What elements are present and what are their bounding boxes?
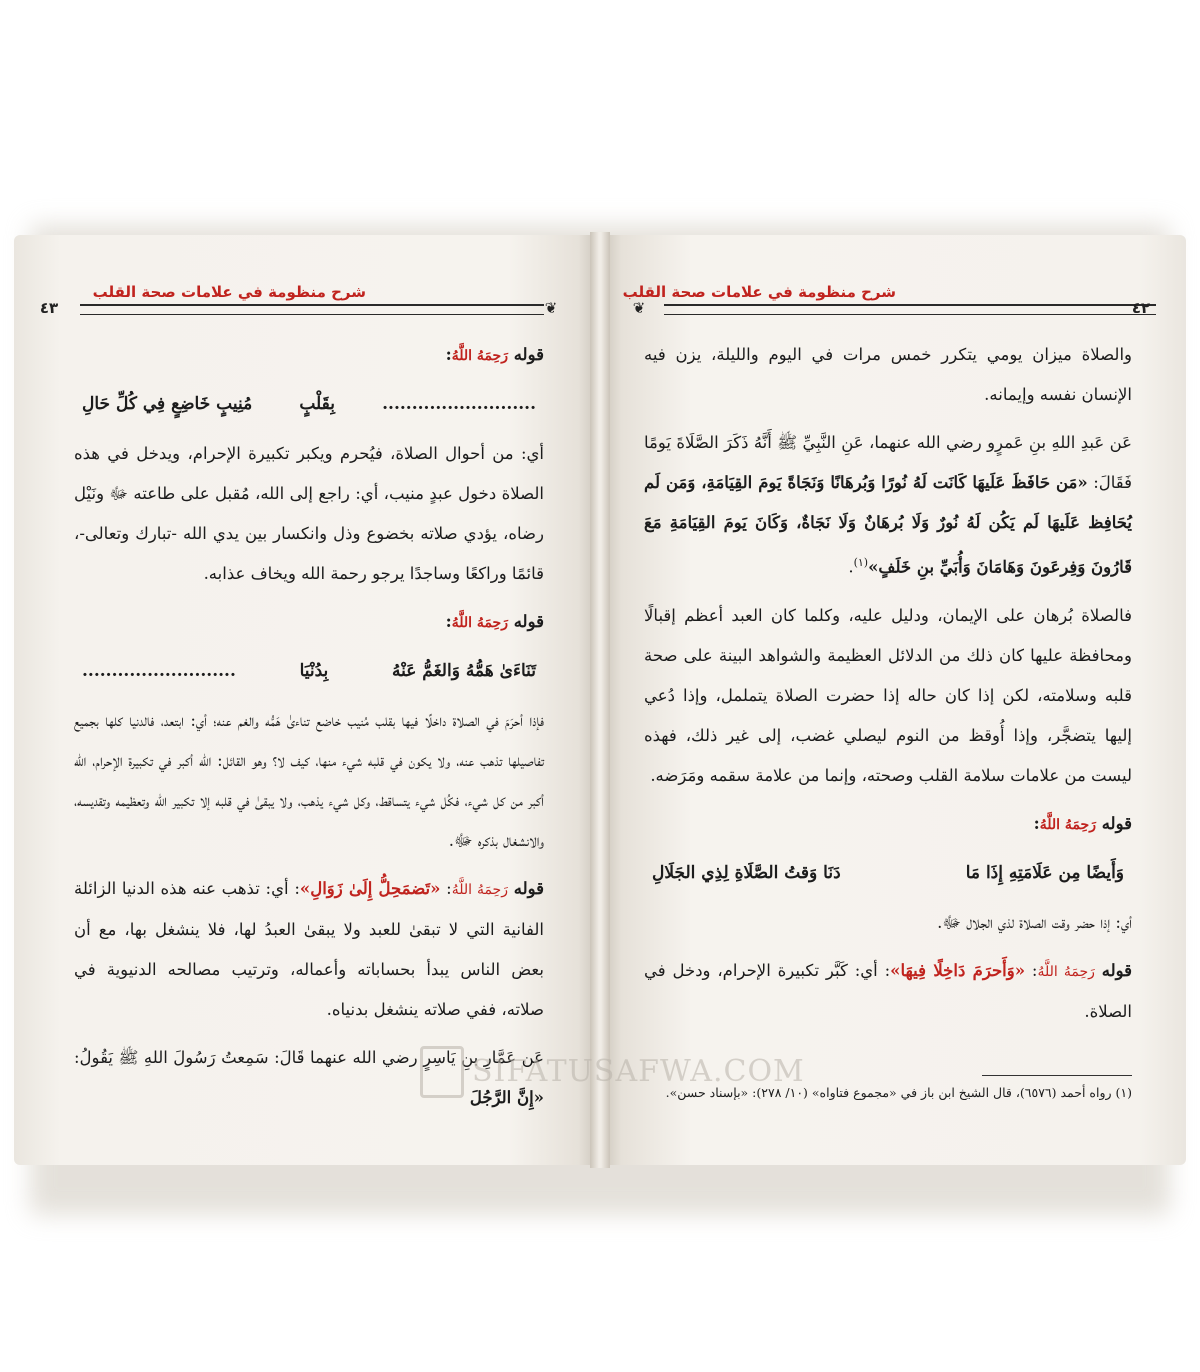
running-header: شرح منظومة في علامات صحة القلب xyxy=(92,283,366,301)
running-header: شرح منظومة في علامات صحة القلب xyxy=(622,283,896,301)
paragraph: عَن عَمَّارِ بنِ يَاسِرٍ رضي الله عنهما قَالَ: سَمِعتُ رَسُولَ اللهِ ﷺ يَقُولُ: «إِنَّ الرَّجُلَ xyxy=(74,1048,544,1107)
qawl-heading: قوله رَحِمَهُ اللَّهُ: xyxy=(445,612,544,631)
header-rule xyxy=(80,304,544,315)
header-rule xyxy=(664,304,1156,315)
qawl-heading: قوله رَحِمَهُ اللَّهُ: xyxy=(445,345,544,364)
ornament-icon: ❦ xyxy=(544,299,558,317)
verse-line: تَنَاءَىٰ هَمُّهُ وَالغَمُّ عَنْهُ بِدُنْيَا .......................... xyxy=(74,651,544,691)
verse-hemistich: بِقَلْبٍ xyxy=(299,394,335,414)
verse-hemistich: وَأَيضًا مِن عَلَامَتِهِ إِذَا مَا xyxy=(965,862,1124,883)
paragraph: قوله رَحِمَهُ اللَّهُ: «تَضمَحِلُّ إِلَىٰ زَوَالِ»: أي: تذهب عنه هذه الدنيا الزائلة الفانية التي لا تبقىٰ للعبد ولا يبقىٰ العبدُ لها، فلا ينشغل بها، مع أن بعض الناس يبدأ بحساباته وأعماله، وترتيب مصالحه الدنيوية في صلاته، ففي صلاته ينشغل بدنياه. xyxy=(74,879,545,1019)
qawl-heading: قوله رَحِمَهُ اللَّهُ: xyxy=(1033,813,1132,833)
verse-hemistich: دَنَا وَقتُ الصَّلَاةِ لِذِي الجَلَالِ xyxy=(652,862,841,883)
verse-hemistich: تَنَاءَىٰ هَمُّهُ وَالغَمُّ عَنْهُ xyxy=(391,661,536,681)
ornament-icon: ❦ xyxy=(632,299,646,317)
paragraph: عَن عَبدِ اللهِ بنِ عَمرٍو رضي الله عنهما، عَنِ النَّبِيِّ ﷺ أَنَّهُ ذَكَرَ الصَّلَاةَ يَومًا فَقَالَ: «مَن حَافَظَ عَلَيهَا كَانَت لَهُ نُورًا وَبُرهَانًا وَنَجَاةً يَومَ القِيَامَةِ، وَمَن لَم يُحَافِظ عَلَيهَا لَم يَكُن لَهُ نُورٌ وَلَا بُرهَانٌ وَلَا نَجَاةٌ، وَكَانَ يَومَ القِيَامَةِ مَعَ قَارُونَ وَفِرعَونَ وَهَامَانَ وَأُبَيِّ بنِ خَلَفٍ»$^{(١)}$. xyxy=(644,433,1132,577)
paragraph: فإذا أحرَمَ في الصلاة داخلًا فيها بقلب مُنيب خاضع تناءىٰ هَمُّه والغم عنه؛ أي: ابتعد، فالدنيا كلها بجميع تفاصيلها تذهب عنه، ولا يكون في قلبه شيء منها، كيف لا؟ وهو القائل: الله أكبر في تكبيرة الإحرام، الله أكبر من كل شيء، فكُل شيء يتساقط، وكل شيء يذهب، ولا يبقىٰ في قلبه إلا تكبير الله وتعظيمه وتقديسه، والانشغال بذكره ﷻ. xyxy=(74,711,544,850)
page-number: ٤٢ xyxy=(1131,299,1151,317)
book-gutter xyxy=(590,232,610,1168)
page-number: ٤٣ xyxy=(39,299,59,317)
right-body xyxy=(644,335,1132,1040)
verse-hemistich: بِدُنْيَا xyxy=(299,661,329,681)
paragraph: أي: إذا حضر وقت الصلاة لذي الجلال ﷻ. xyxy=(937,912,1132,932)
verse-line xyxy=(644,853,1132,893)
page-number-ornament xyxy=(24,297,74,319)
paragraph: فالصلاة بُرهان على الإيمان، ودليل عليه، وكلما كان العبد أعظم إقبالًا ومحافظة عليها كان ذلك من الدلائل العظيمة والشواهد البينة على صحة قلبه وسلامته، لكن إذا كان حاله إذا حضرت الصلاة يتململ، وإذا دُعي إليها يتضجَّر، وإذا أُوقظ من النوم ليصلي غضب، إلى غير ذلك، فهذه ليست من علامات سلامة القلب وصحته، وإنما من علامة سقمه ومَرَضه. xyxy=(644,605,1132,785)
verse-line: .......................... بِقَلْبٍ مُنِيبٍ خَاضِعٍ فِي كُلِّ حَالِ xyxy=(74,384,544,424)
paragraph: أي: من أحوال الصلاة، فيُحرم ويكبر تكبيرة الإحرام، ويدخل في هذه الصلاة دخول عبدٍ منيب، أي: راجع إلى الله، مُقبل على طاعته ﷻ ونَيْل رضاه، يؤدي صلاته بخضوع وذل وانكسار بين يدي الله -تبارك وتعالى-، قائمًا وراكعًا وساجدًا يرجو رحمة الله ويخاف عذابه. xyxy=(74,444,544,583)
hadith-quote: «مَن حَافَظَ عَلَيهَا كَانَت لَهُ نُورًا وَبُرهَانًا وَنَجَاةً يَومَ القِيَامَةِ، وَمَن لَم يُحَافِظ عَلَيهَا لَم يَكُن لَهُ نُورٌ وَلَا بُرهَانٌ وَلَا نَجَاةٌ، وَكَانَ يَومَ القِيَامَةِ مَعَ قَارُونَ وَفِرعَونَ وَهَامَانَ وَأُبَيِّ بنِ خَلَفٍ» xyxy=(644,473,1132,577)
left-page xyxy=(14,235,596,1165)
rahimahu-mark: رَحِمَهُ اللَّهُ xyxy=(451,348,508,364)
right-page xyxy=(604,235,1186,1165)
paragraph: والصلاة ميزان يومي يتكرر خمس مرات في اليوم والليلة، يزن فيه الإنسان نفسه وإيمانه. xyxy=(644,345,1132,404)
verse-hemistich: مُنِيبٍ خَاضِعٍ فِي كُلِّ حَالِ xyxy=(82,394,253,414)
footnote-ref[interactable]: (١) xyxy=(853,556,869,569)
quoted-verse: «وَأَحرَمَ دَاخِلًا فِيهَا» xyxy=(890,960,1026,980)
quoted-verse: «تَضمَحِلُّ إِلَىٰ زَوَالِ» xyxy=(299,879,441,898)
footnote: (١) رواه أحمد (٦٥٧٦)، قال الشيخ ابن باز في «مجموع فتاواه» (١٠/ ٢٧٨): «بإسناد حسن». xyxy=(665,1085,1132,1100)
page-number-ornament xyxy=(1116,297,1166,319)
footnote-rule xyxy=(982,1075,1132,1076)
watermark-text: SIFATUSAFWA.COM xyxy=(472,1054,805,1089)
left-body xyxy=(74,335,544,1126)
paragraph: قوله رَحِمَهُ اللَّهُ: «وَأَحرَمَ دَاخِلًا فِيهَا»: أي: كَبَّر تكبيرة الإحرام، ودخل في الصلاة. xyxy=(644,960,1133,1021)
